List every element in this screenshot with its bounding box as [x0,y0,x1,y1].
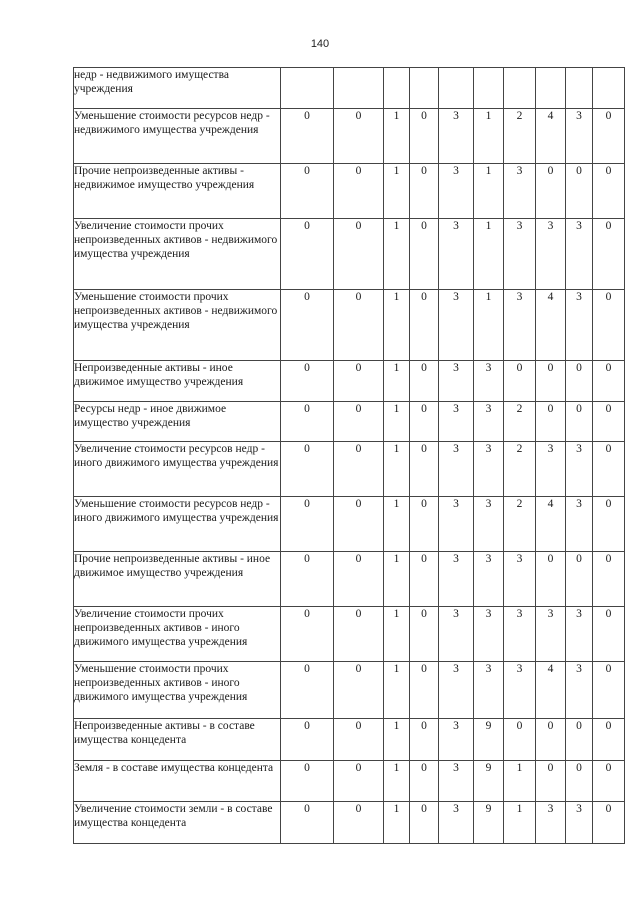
code-digit-cell: 0 [593,497,625,552]
code-digit-cell: 3 [439,761,474,802]
code-digit-cell: 0 [334,219,384,290]
code-digit-cell: 0 [281,802,334,844]
code-digit-cell: 3 [439,662,474,719]
row-label: Уменьшение стоимости прочих непроизведенных активов - иного движимого имущества учреждения [74,662,281,719]
row-label: Непроизведенные активы - иное движимое имущество учреждения [74,361,281,402]
code-digit-cell [439,68,474,109]
code-digit-cell: 3 [474,497,504,552]
code-digit-cell: 3 [566,802,593,844]
code-digit-cell: 0 [593,164,625,219]
table-row [74,290,625,361]
code-digit-cell: 3 [439,361,474,402]
row-label: Ресурсы недр - иное движимое имущество учреждения [74,402,281,442]
row-label: Непроизведенные активы - в составе имущества концедента [74,719,281,761]
code-digit-cell: 0 [536,719,566,761]
code-digit-cell: 0 [566,402,593,442]
code-digit-cell: 3 [536,219,566,290]
code-digit-cell: 3 [439,219,474,290]
page-number: 140 [310,38,330,50]
code-digit-cell: 1 [474,164,504,219]
code-digit-cell: 2 [504,402,536,442]
code-digit-cell: 0 [410,607,439,662]
code-digit-cell: 0 [593,290,625,361]
code-digit-cell: 0 [536,552,566,607]
table-row [74,607,625,662]
code-digit-cell: 0 [281,442,334,497]
code-digit-cell: 3 [439,402,474,442]
table-row [74,68,625,109]
code-digit-cell: 0 [593,361,625,402]
code-digit-cell: 3 [536,607,566,662]
code-digit-cell: 3 [566,662,593,719]
code-digit-cell [504,68,536,109]
row-label: Увеличение стоимости прочих непроизведенных активов - иного движимого имущества учреждения [74,607,281,662]
table-row [74,662,625,719]
code-digit-cell: 3 [439,607,474,662]
code-digit-cell: 0 [593,719,625,761]
table-row [74,402,625,442]
row-label: Увеличение стоимости прочих непроизведенных активов - недвижимого имущества учреждения [74,219,281,290]
row-label: Уменьшение стоимости ресурсов недр - иного движимого имущества учреждения [74,497,281,552]
code-digit-cell: 3 [439,802,474,844]
code-digit-cell: 3 [439,164,474,219]
table-row [74,219,625,290]
code-digit-cell: 0 [410,552,439,607]
code-digit-cell: 3 [474,552,504,607]
code-digit-cell: 3 [504,607,536,662]
code-digit-cell: 0 [566,361,593,402]
row-label: Земля - в составе имущества концедента [74,761,281,802]
code-digit-cell: 3 [504,552,536,607]
code-digit-cell: 3 [474,607,504,662]
code-digit-cell: 0 [410,290,439,361]
code-digit-cell [566,68,593,109]
code-digit-cell: 0 [334,164,384,219]
code-digit-cell: 0 [281,290,334,361]
code-digit-cell: 0 [504,719,536,761]
code-digit-cell: 9 [474,761,504,802]
row-label: Уменьшение стоимости ресурсов недр - недвижимого имущества учреждения [74,109,281,164]
code-digit-cell: 2 [504,442,536,497]
code-digit-cell: 0 [410,802,439,844]
code-digit-cell: 3 [474,662,504,719]
code-digit-cell: 2 [504,109,536,164]
row-label: недр - недвижимого имущества учреждения [74,68,281,109]
code-digit-cell: 0 [536,164,566,219]
table-row [74,761,625,802]
code-digit-cell [281,68,334,109]
account-code-table [73,67,625,844]
code-digit-cell: 9 [474,719,504,761]
code-digit-cell: 1 [384,402,410,442]
code-digit-cell [334,68,384,109]
code-digit-cell: 0 [566,719,593,761]
table-body [74,68,625,844]
code-digit-cell: 4 [536,109,566,164]
code-digit-cell: 0 [593,109,625,164]
code-digit-cell: 1 [474,219,504,290]
code-digit-cell: 0 [334,497,384,552]
code-digit-cell: 3 [536,802,566,844]
code-digit-cell: 1 [384,607,410,662]
code-digit-cell: 0 [334,290,384,361]
code-digit-cell: 3 [439,552,474,607]
code-digit-cell: 0 [536,361,566,402]
code-digit-cell: 3 [504,219,536,290]
code-digit-cell: 0 [281,402,334,442]
code-digit-cell: 0 [566,164,593,219]
code-digit-cell: 0 [334,761,384,802]
code-digit-cell: 0 [281,219,334,290]
table-row [74,442,625,497]
code-digit-cell: 1 [384,552,410,607]
code-digit-cell: 0 [410,219,439,290]
code-digit-cell: 0 [281,552,334,607]
code-digit-cell: 0 [281,361,334,402]
code-digit-cell: 3 [474,442,504,497]
code-digit-cell: 9 [474,802,504,844]
code-digit-cell: 0 [536,761,566,802]
code-digit-cell: 1 [384,361,410,402]
code-digit-cell: 1 [384,761,410,802]
code-digit-cell: 1 [384,290,410,361]
code-digit-cell: 3 [566,497,593,552]
code-digit-cell: 3 [439,109,474,164]
code-digit-cell: 3 [504,164,536,219]
code-digit-cell: 0 [410,164,439,219]
code-digit-cell: 1 [384,109,410,164]
code-digit-cell: 1 [504,802,536,844]
code-digit-cell [593,68,625,109]
code-digit-cell: 3 [504,290,536,361]
code-digit-cell: 1 [384,802,410,844]
code-digit-cell: 1 [384,164,410,219]
table-row [74,497,625,552]
code-digit-cell: 3 [439,719,474,761]
code-digit-cell: 0 [410,761,439,802]
code-digit-cell: 0 [593,761,625,802]
table-row [74,552,625,607]
row-label: Прочие непроизведенные активы - иное движимое имущество учреждения [74,552,281,607]
code-digit-cell: 0 [281,109,334,164]
code-digit-cell: 3 [474,402,504,442]
code-digit-cell: 0 [504,361,536,402]
code-digit-cell: 1 [384,219,410,290]
code-digit-cell: 0 [281,719,334,761]
row-label: Увеличение стоимости земли - в составе имущества концедента [74,802,281,844]
code-digit-cell: 0 [334,552,384,607]
code-digit-cell: 3 [566,607,593,662]
code-digit-cell: 0 [281,607,334,662]
table-row [74,164,625,219]
code-digit-cell [474,68,504,109]
code-digit-cell: 3 [504,662,536,719]
code-digit-cell: 0 [410,361,439,402]
code-digit-cell: 0 [281,164,334,219]
code-digit-cell: 3 [566,219,593,290]
row-label: Уменьшение стоимости прочих непроизведенных активов - недвижимого имущества учреждения [74,290,281,361]
row-label: Прочие непроизведенные активы - недвижимое имущество учреждения [74,164,281,219]
code-digit-cell [536,68,566,109]
code-digit-cell: 0 [334,361,384,402]
table-row [74,361,625,402]
code-digit-cell: 0 [334,442,384,497]
code-digit-cell: 0 [281,761,334,802]
code-digit-cell: 1 [504,761,536,802]
code-digit-cell: 1 [384,662,410,719]
code-digit-cell: 0 [566,552,593,607]
code-digit-cell: 1 [384,719,410,761]
code-digit-cell: 0 [334,607,384,662]
row-label: Увеличение стоимости ресурсов недр - иного движимого имущества учреждения [74,442,281,497]
code-digit-cell [410,68,439,109]
code-digit-cell: 3 [439,497,474,552]
code-digit-cell: 0 [334,719,384,761]
code-digit-cell: 3 [439,442,474,497]
table-row [74,109,625,164]
code-digit-cell: 1 [384,442,410,497]
code-digit-cell: 1 [384,497,410,552]
code-digit-cell: 3 [474,361,504,402]
code-digit-cell: 0 [281,497,334,552]
code-digit-cell: 0 [410,109,439,164]
table-row [74,719,625,761]
code-digit-cell: 0 [593,552,625,607]
code-digit-cell: 0 [410,442,439,497]
code-digit-cell: 0 [410,662,439,719]
code-digit-cell [384,68,410,109]
code-digit-cell: 4 [536,290,566,361]
code-digit-cell: 0 [566,761,593,802]
code-digit-cell: 0 [593,662,625,719]
code-digit-cell: 2 [504,497,536,552]
code-digit-cell: 1 [474,290,504,361]
code-digit-cell: 0 [334,802,384,844]
code-digit-cell: 0 [334,402,384,442]
code-digit-cell: 0 [410,402,439,442]
code-digit-cell: 0 [410,497,439,552]
code-digit-cell: 3 [566,109,593,164]
code-digit-cell: 4 [536,662,566,719]
code-digit-cell: 0 [593,402,625,442]
code-digit-cell: 3 [536,442,566,497]
code-digit-cell: 0 [593,802,625,844]
code-digit-cell: 4 [536,497,566,552]
code-digit-cell: 0 [593,607,625,662]
code-digit-cell: 3 [439,290,474,361]
code-digit-cell: 1 [474,109,504,164]
code-digit-cell: 0 [593,219,625,290]
table-row [74,802,625,844]
code-digit-cell: 0 [334,662,384,719]
code-digit-cell: 3 [566,442,593,497]
code-digit-cell: 0 [334,109,384,164]
code-digit-cell: 0 [281,662,334,719]
code-digit-cell: 0 [536,402,566,442]
code-digit-cell: 0 [410,719,439,761]
code-digit-cell: 0 [593,442,625,497]
code-digit-cell: 3 [566,290,593,361]
